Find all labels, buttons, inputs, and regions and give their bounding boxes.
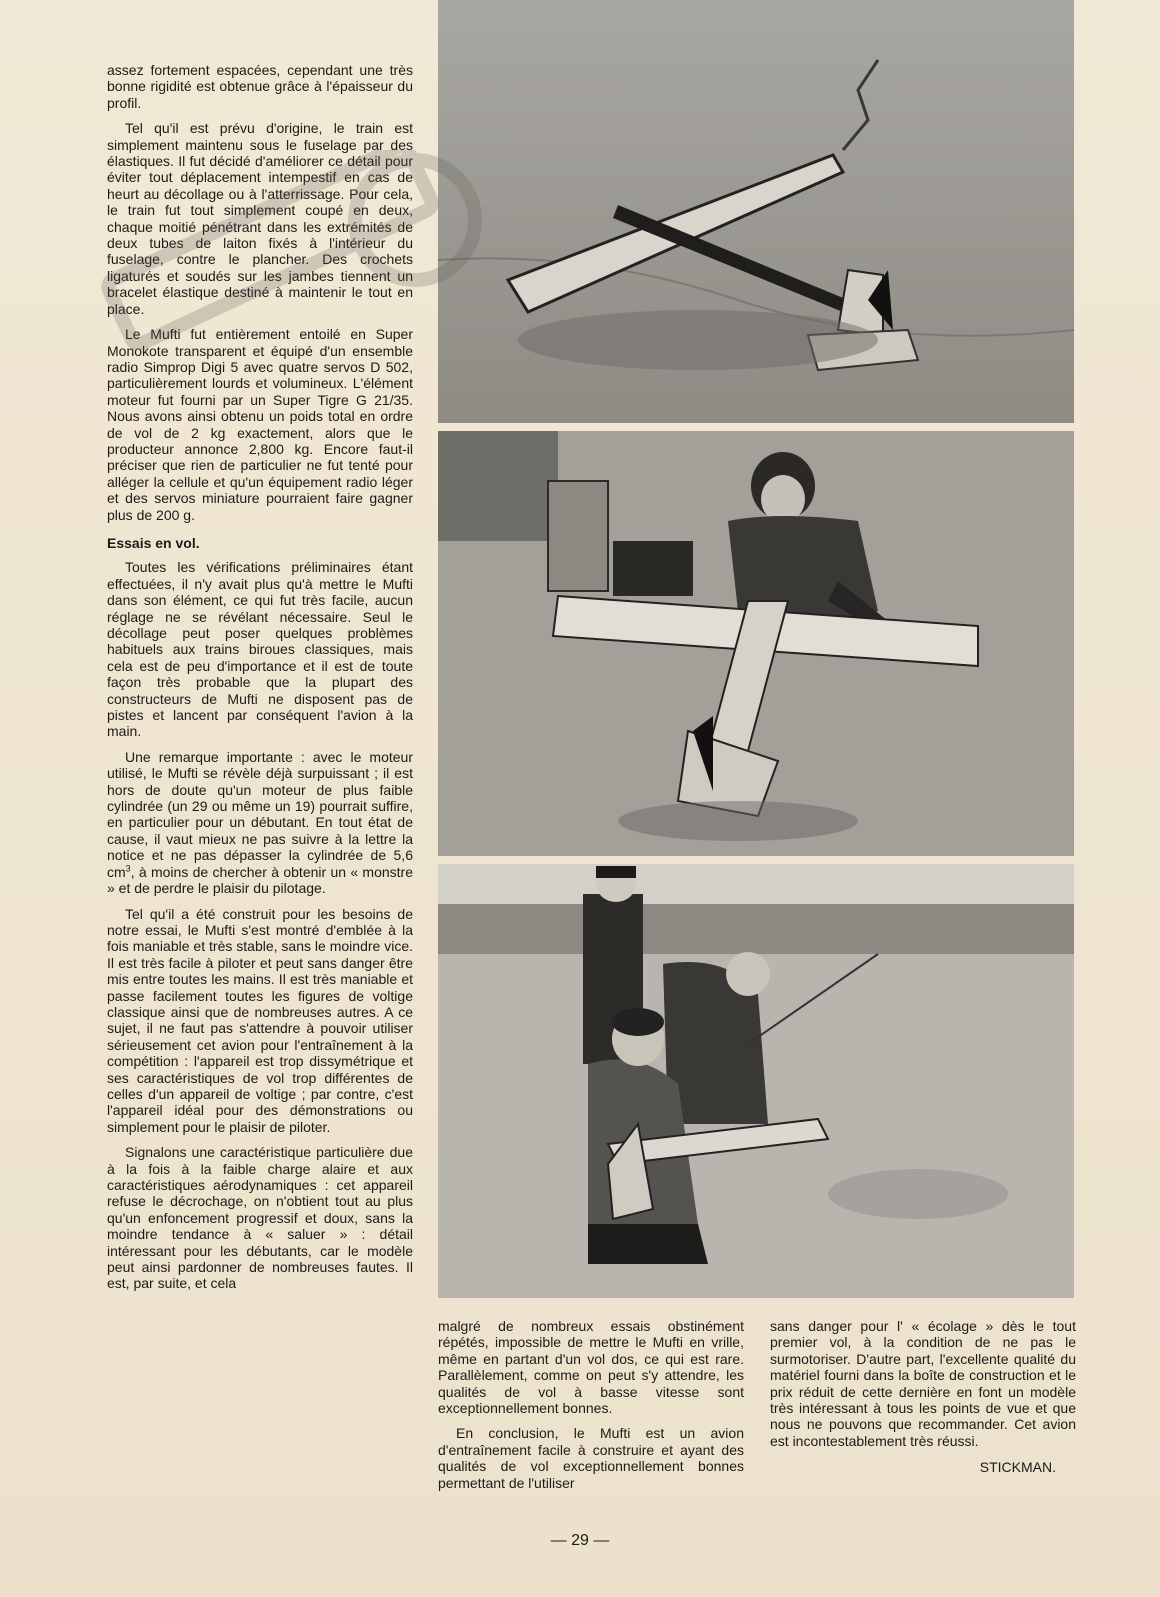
right-text-column [770, 1318, 1076, 1476]
photo-illustration [438, 0, 1074, 423]
superscript: 3 [125, 863, 131, 874]
paragraph: En conclusion, le Mufti est un avion d'entraînement facile à construire et ayant des qualités de vol exceptionnellement bonnes permettant de l'utiliser [438, 1425, 744, 1491]
photo-pilot-preparing-model [438, 431, 1074, 856]
left-text-column [107, 62, 413, 1301]
paragraph: Tel qu'il est prévu d'origine, le train est simplement maintenu sous le fuselage par des élastiques. Il fut décidé d'améliorer ce détail pour éviter tout déplacement intempestif en cas de heurt au décollage ou à l'atterrissage. Pour cela, le train fut tout simplement coupé en deux, chaque moitié pénétrant dans les extrémités de deux tubes de laiton fixés à l'intérieur du fuselage, contre le plancher. Des crochets ligaturés et soudés sur les jambes tiennent un bracelet élastique destiné à maintenir le tout en place. [107, 120, 413, 317]
paragraph: Tel qu'il a été construit pour les besoins de notre essai, le Mufti s'est montré d'emblée à la fois maniable et très stable, sans le moindre vice. Il est très facile à piloter et peut sans danger être mis entre toutes les mains. Il est très maniable et passe facilement toutes les figures de voltige classique ainsi que de nombreuses autres. A ce sujet, il ne faut pas s'attendre à pouvoir utiliser sérieusement cet avion pour l'entraînement à la compétition : l'appareil est trop dissymétrique et ses caractéristiques de vol trop différentes de celles d'un appareil de voltige ; par contre, c'est l'appareil idéal pour des démonstrations ou simplement pour le plaisir de piloter. [107, 905, 413, 1135]
paragraph: Toutes les vérifications préliminaires étant effectuées, il n'y avait plus qu'à mettre le Mufti dans son élément, ce qui fut très facile, aucun réglage ne se révélant nécessaire. Seul le décollage peut poser quelques problèmes habituels aux trains biroues classiques, mais cela est de peu d'importance et il est de toute façon très probable que la plupart des constructeurs de Mufti ne disposent pas de pistes et lancent par conséquent l'avion à la main. [107, 559, 413, 740]
paragraph: sans danger pour l' « écolage » dès le tout premier vol, à la condition de ne pas le surmotoriser. D'autre part, l'excellente qualité du matériel fourni dans la boîte de construction et le prix réduit de cette dernière en font un modèle très intéressant à tous les points de vue et que nous ne pouvons que recommander. Cet avion est incontestablement très réussi. [770, 1318, 1076, 1449]
paragraph-text: , à moins de chercher à obtenir un « monstre » et de perdre le plaisir du pilotage. [107, 863, 413, 897]
page-number: — 29 — [550, 1532, 610, 1549]
middle-text-column [438, 1318, 744, 1500]
paragraph: Signalons une caractéristique particulière due à la fois à la faible charge alaire et aux caractéristiques aérodynamiques : cet appareil refuse le décrochage, on n'obtient tout au plus qu'un enfoncement progressif et doux, sans la moindre tendance à « saluer » : détail intéressant pour les débutants, car le modèle peut ainsi pardonner de nombreuses fautes. Il est, par suite, et cela [107, 1144, 413, 1292]
photo-airplane-on-ground [438, 0, 1074, 423]
section-heading: Essais en vol. [107, 534, 200, 551]
paragraph: assez fortement espacées, cependant une très bonne rigidité est obtenue grâce à l'épaisseur du profil. [107, 62, 413, 111]
paragraph: malgré de nombreux essais obstinément répétés, impossible de mettre le Mufti en vrille, même en partant d'un vol dos, ce qui est rare. Parallèlement, comme on peut s'y attendre, les qualités de vol à basse vitesse sont exceptionnellement bonnes. [438, 1318, 744, 1417]
photo-illustration [438, 431, 1074, 856]
photo-group-with-model [438, 864, 1074, 1298]
author-signature: STICKMAN. [979, 1459, 1056, 1476]
paragraph [107, 749, 413, 897]
paragraph-text: Une remarque importante : avec le moteur utilisé, le Mufti se révèle déjà surpuissant ; il est hors de doute qu'un moteur de plus faible cylindrée (un 29 ou même un 19) pourrait suffire, en particulier pour un débutant. En tout état de cause, il vaut mieux ne pas suivre à la lettre la notice et ne pas dépasser la cylindrée de 5,6 cm [107, 748, 413, 880]
photo-illustration [438, 864, 1074, 1298]
paragraph: Le Mufti fut entièrement entoilé en Super Monokote transparent et équipé d'un ensemble radio Simprop Digi 5 avec quatre servos D 502, particulièrement lourds et volumineux. L'élément moteur fut fourni par un Super Tigre G 21/35. Nous avons ainsi obtenu un poids total en ordre de vol de 2 kg exactement, alors que le producteur annonce 2,800 kg. Encore faut-il préciser que rien de particulier ne fut tenté pour alléger la cellule et qu'un équipement radio léger et des servos miniature pourraient faire gagner plus de 200 g. [107, 326, 413, 523]
